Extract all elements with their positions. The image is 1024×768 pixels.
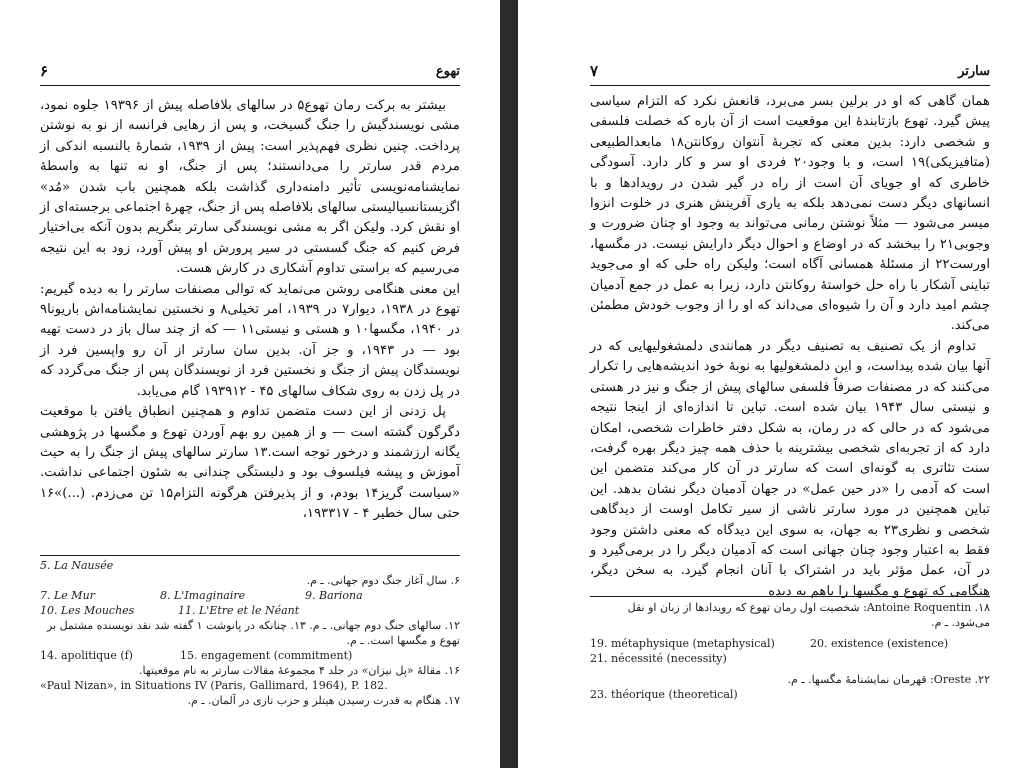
footnote: ۶. سال آغاز جنگ دوم جهانی. ـ م. (306, 574, 460, 587)
footnote-row (40, 648, 460, 663)
running-title: سارتر (958, 64, 990, 79)
running-title: تهوع (435, 64, 460, 79)
footnote-divider (40, 555, 460, 556)
footnote: 15. engagement (commitment) (180, 649, 353, 662)
running-head (590, 60, 990, 86)
footnote-row (40, 588, 460, 603)
footnote: 21. nécessité (necessity) (590, 652, 727, 665)
footnote: 14. apolitique (f) (40, 649, 133, 662)
footnote: 7. Le Mur (40, 589, 95, 602)
footnote: ۱۶. مقالهٔ «پل نیزان» در جلد ۴ مجموعهٔ مقالات سارتر به نام موقعیتها. (139, 664, 460, 677)
body-text (40, 96, 460, 525)
footnote: 8. L'Imaginaire (160, 589, 246, 602)
footnote: 11. L'Etre et le Néant (178, 604, 300, 617)
footnote: ۲۲. Oreste: قهرمان نمایشنامهٔ مگسها. ـ م. (787, 673, 990, 686)
footnote: 19. métaphysique (metaphysical) (590, 637, 775, 650)
footnote: «Paul Nizan», in Situations IV (Paris, Gallimard, 1964), P. 182. (40, 679, 388, 692)
paragraph: بیشتر به برکت رمان تهوع۵ در سالهای بلافاصله پیش از ۱۹۳۹۶ جلوه نمود، مشی نویسندگیش را جنگ گسیخت، و پس از رهایی فرانسه از نو به نوشتن پرداخت. چنین نظری فهم‌پذیر است: پیش از ۱۹۳۹، شمارهٔ بالنسبه اندکی از مردم قدر سارتر را می‌دانستند؛ پس از جنگ، او نه تنها به واسطهٔ نمایشنامه‌نویسی تأثیر دامنه‌داری گذاشت بلکه همچنین باب شدن «مُد» اگزیستانسیالیستی سالهای بلافاصله پس از جنگ، چهرهٔ اجتماعی برجسته‌ای از او نقش کرد. ولیکن اگر به مشی نویسندگی سارتر بنگریم بدون آنکه بی‌اختیار فرض کنیم که جنگ گسستی در سیر پرورش او پیش آورد، زود به این نتیجه می‌رسیم که براستی تداوم آشکاری در کارش هست. (40, 98, 461, 277)
footnote: 9. Bariona (305, 589, 363, 602)
paragraph: تداوم از یک تصنیف به تصنیف دیگر در همانندی دلمشغولیهایی که در آنها بیان شده پیداست، و این دلمشغولیها به نوبهٔ خود اندیشه‌هایی را تکرار می‌کنند که در مصنفات صرفاً فلسفی سالهای پیش از جنگ و نیز در هستی و نیستی سال ۱۹۴۳ بیان شده است. تباین تا اندازه‌ای از اینجا نتیجه می‌شود که در حالی که در رمان، به شکل دفتر خاطرات شخصی، امکان دارد که از تجربه‌ای شخصی بیشترینه با حذف همه چیز دیگر بهره گرفت، سنت تئاتری به گونه‌ای است که سارتر در آن کار می‌کند متضمن این است که آدمی را «در حین عمل» در جهان آدمیان دیگر نشان بدهد. این تباین همچنین در مورد سارتر ناشی از سیر تکامل اوست از دیدگاهی شخصی و نظری۲۳ به جهان، به سوی این دیدگاه که معنی داشتن وجود فقط به اعتبار وجود چنان جهانی است که آدمیان دیگر را در برمی‌گیرد و در آن، عمل مؤثر باید در اشتراک با آنان انجام گیرد. به سخن دیگر، هنگامی که تهوع و مگسها را باهم به دیده (590, 338, 990, 599)
right-page (518, 0, 1024, 768)
footnote: ۱۸. Antoine Roquentin: شخصیت اول رمان تهوع که رویدادها از زبان او نقل می‌شود. ـ م. (627, 601, 990, 629)
book-spine-gutter (500, 0, 518, 768)
footnote: ۱۷. هنگام به قدرت رسیدن هیتلر و حزب نازی در آلمان. ـ م. (187, 694, 460, 707)
footnote-divider (590, 596, 990, 597)
paragraph: پل زدنی از این دست متضمن تداوم و همچنین انطباق یافتن با موقعیت دگرگون گشته است — و از همین رو بهم آوردن تهوع و مگسها در پژوهشی یگانه ارزشمند و درخور توجه است.۱۳ سارتر سالهای پیش از جنگ را به حیث آموزش و پیشه فیلسوف بود و دلبستگی چندانی به شئون اجتماعی نداشت. «سیاست گریز۱۴ بودم، و از پذیرفتن هرگونه التزام۱۵ تن می‌زدم. (...)»۱۶ حتی سال خطیر ۴ - ۱۹۳۳۱۷، (40, 404, 460, 522)
footnote-row (40, 603, 460, 618)
left-page (0, 0, 500, 768)
paragraph: همان گاهی که او در برلین بسر می‌برد، قانعش نکرد که التزام سیاسی پیش گیرد. تهوع بازتابندهٔ این موقعیت است از آن باره که خصلت فلسفی و شخصی دارد: بدین معنی که تجربهٔ آنتوان روکانتن۱۸ مابعدالطبیعی (متافیزیکی)۱۹ است، و با وجود۲۰ فردی او سر و کار دارد. آسودگی خاطری که او جویای آن است از راه در گیر شدن در رویدادها و با انسانهای دیگر دست نمی‌دهد بلکه به یاری آفرینش هنری در خلوت انزوا میسر می‌شود — مثلاً نوشتن رمانی می‌تواند به وجود او چنان ضرورت و وجوبی۲۱ را ببخشد که در اوضاع و احوال دیگر دارایش نیست. در مگسها، اورست۲۲ از مسئلهٔ همسانی آگاه است؛ ولیکن راه حلی که او می‌جوید تباینی آشکار با راه حل خواستهٔ روکانتن دارد، زیرا به عمل در جمع آدمیان چشم امید دارد و آن را شیوه‌ای می‌داند که او را از وجوب خودش مطمئن می‌کند. (590, 94, 990, 334)
footnote: 10. Les Mouches (40, 604, 135, 617)
paragraph: این معنی هنگامی روشن می‌نماید که توالی مصنفات سارتر را به دیده گیریم: تهوع در ۱۹۳۸، دیوار۷ در ۱۹۳۹، امر تخیلی۸ و نخستین نمایشنامه‌اش باریونا۹ در ۱۹۴۰، مگسها۱۰ و هستی و نیستی۱۱ — که از چند سال باز در دست تهیه بود — در ۱۹۴۳، و جز آن. بدین سان سارتر از آن رو واپسین فرد از نویسندگان پیش از جنگ و نخستین فرد از نویسندگان پس از جنگ می‌گردد که در پل زدن به روی شکاف سالهای ۴۵ - ۱۹۳۹۱۲ گام می‌یابد. (40, 281, 461, 399)
footnotes (590, 600, 990, 702)
running-head (40, 60, 460, 86)
page-number: ۶ (40, 62, 49, 80)
page-number: ۷ (590, 62, 599, 80)
body-text (590, 92, 990, 602)
footnote: 23. théorique (theoretical) (590, 688, 738, 701)
footnote: ۱۲. سالهای جنگ دوم جهانی. ـ م. ۱۳. چنانکه در پانوشت ۱ گفته شد نقد نویسنده مشتمل بر تهوع و مگسها است. ـ م. (46, 619, 460, 647)
footnote-row (590, 636, 990, 651)
footnote: 20. existence (existence) (810, 637, 949, 650)
footnote: 5. La Nausée (40, 559, 114, 572)
footnotes (40, 558, 460, 708)
